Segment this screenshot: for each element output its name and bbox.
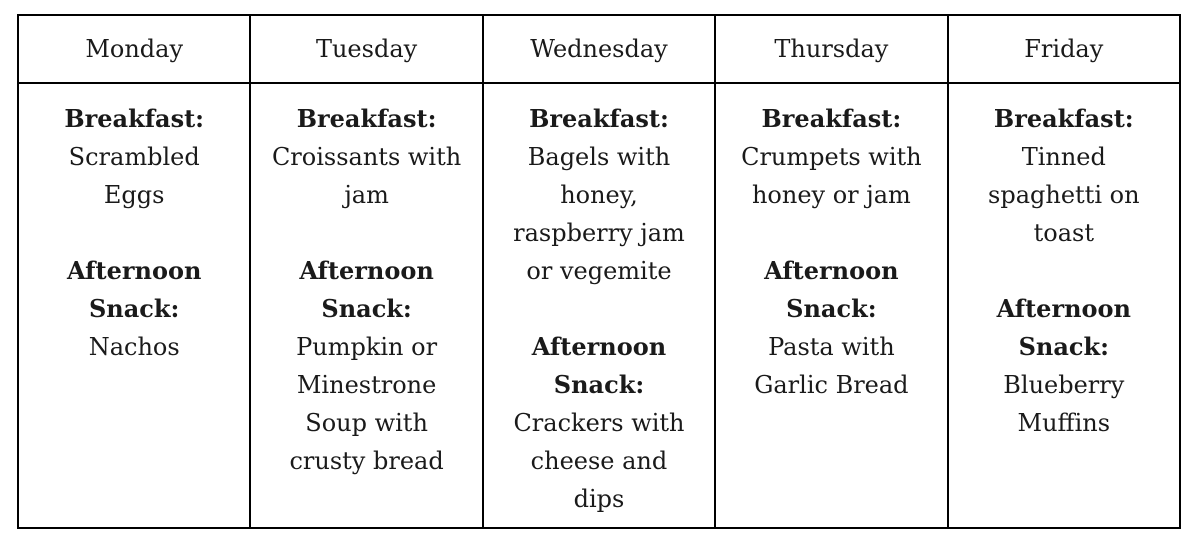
- header-tuesday: Tuesday: [250, 15, 482, 83]
- snack-block: [716, 252, 946, 404]
- cell-monday: [18, 83, 250, 528]
- breakfast-block: [251, 100, 481, 214]
- breakfast-text: Bagels with honey, raspberry jam or vegemite: [513, 143, 685, 285]
- snack-label: Afternoon Snack:: [764, 256, 899, 323]
- snack-label: Afternoon Snack:: [66, 256, 202, 323]
- snack-text: Pumpkin or Minestrone Soup with crusty bread: [289, 333, 444, 475]
- breakfast-block: [19, 100, 249, 214]
- breakfast-label: Breakfast:: [296, 104, 437, 133]
- breakfast-label: Breakfast:: [761, 104, 902, 133]
- snack-text: Blueberry Muffins: [1003, 371, 1125, 437]
- breakfast-text: Tinned spaghetti on toast: [988, 143, 1140, 247]
- meals-row: [18, 83, 1180, 528]
- breakfast-block: [484, 100, 714, 290]
- breakfast-text: Crumpets with honey or jam: [741, 143, 922, 209]
- breakfast-label: Breakfast:: [993, 104, 1134, 133]
- header-wednesday: Wednesday: [483, 15, 715, 83]
- header-thursday: Thursday: [715, 15, 947, 83]
- snack-text: Crackers with cheese and dips: [513, 409, 685, 513]
- header-monday: Monday: [18, 15, 250, 83]
- snack-label: Afternoon Snack:: [996, 294, 1131, 361]
- cell-tuesday: [250, 83, 482, 528]
- table-body: [18, 83, 1180, 528]
- breakfast-block: [949, 100, 1179, 252]
- breakfast-label: Breakfast:: [64, 104, 205, 133]
- header-friday: Friday: [948, 15, 1180, 83]
- snack-label: Afternoon Snack:: [531, 332, 667, 399]
- snack-label: Afternoon Snack:: [299, 256, 434, 323]
- header-row: [18, 15, 1180, 83]
- cell-wednesday: [483, 83, 715, 528]
- breakfast-text: Croissants with jam: [271, 143, 462, 209]
- snack-block: [484, 328, 714, 518]
- breakfast-text: Scrambled Eggs: [68, 143, 200, 209]
- breakfast-label: Breakfast:: [529, 104, 669, 133]
- breakfast-block: [716, 100, 946, 214]
- table-header: [18, 15, 1180, 83]
- weekly-menu-table: [17, 14, 1181, 529]
- snack-block: [19, 252, 249, 366]
- cell-friday: [948, 83, 1180, 528]
- cell-thursday: [715, 83, 947, 528]
- snack-block: [251, 252, 481, 480]
- snack-block: [949, 290, 1179, 442]
- snack-text: Nachos: [88, 333, 180, 361]
- snack-text: Pasta with Garlic Bread: [754, 333, 909, 399]
